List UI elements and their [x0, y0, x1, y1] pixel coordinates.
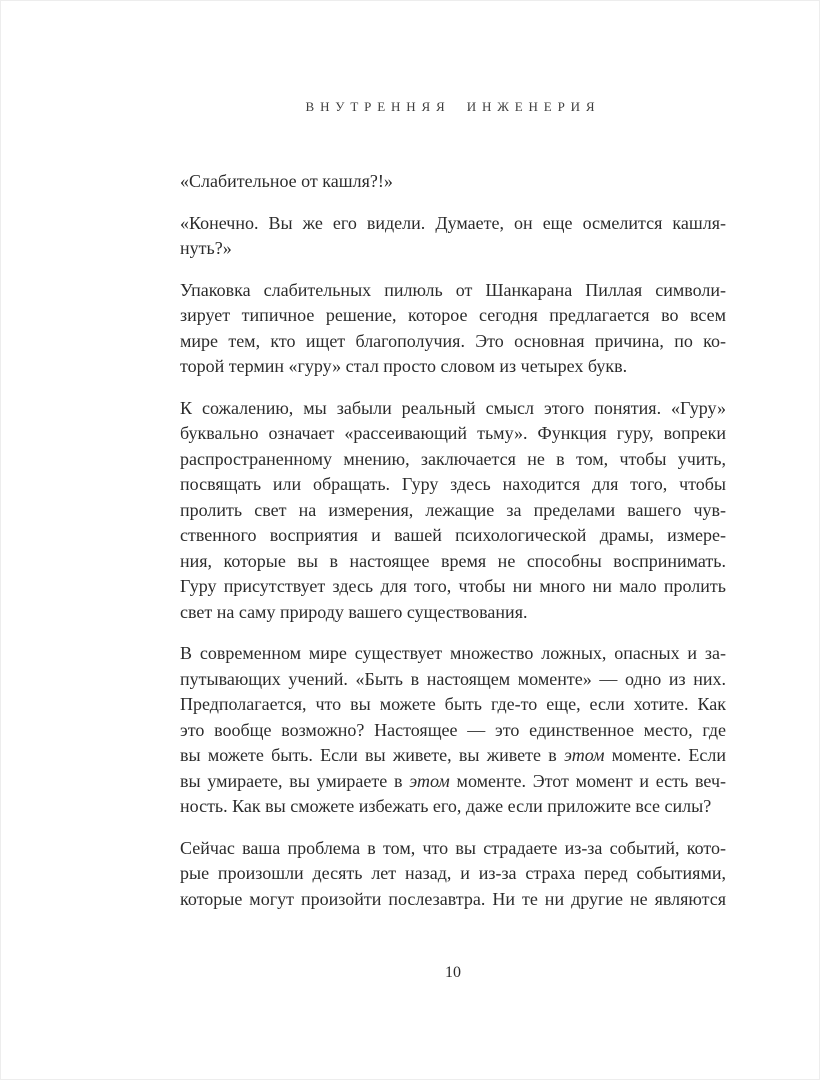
text-line: торой термин «гуру» стал просто словом из четырех букв.	[180, 356, 628, 376]
text-line: «Конечно. Вы же его видели. Думаете, он еще осмелится кашля-	[180, 212, 726, 233]
italic-text: этом	[564, 745, 605, 765]
text-line: рые произошли десять лет назад, и из-за страха перед событиями,	[180, 863, 726, 883]
running-header: ВНУТРЕННЯЯ ИНЖЕНЕРИЯ	[305, 99, 601, 114]
text-line: посвящать или обращать. Гуру здесь находится для того, чтобы	[180, 474, 726, 494]
paragraph	[180, 211, 726, 262]
text-line: ность. Как вы сможете избежать его, даже если приложите все силы?	[180, 796, 712, 816]
text-line: свет на саму природу вашего существования.	[180, 601, 528, 622]
paragraph	[180, 169, 726, 195]
text-line: вы можете быть. Если вы живете, вы живете в этом моменте. Если	[180, 745, 726, 765]
text-line: распространенному мнению, заключается не в том, чтобы учить,	[180, 448, 726, 469]
page-number: 10	[445, 964, 461, 981]
text-line: это вообще возможно? Настоящее — это единственное место, где	[180, 719, 726, 740]
paragraph	[180, 836, 726, 913]
text-line: К сожалению, мы забыли реальный смысл этого понятия. «Гуру»	[180, 397, 726, 418]
text-line: путывающих учений. «Быть в настоящем моменте» — одно из них.	[180, 668, 726, 689]
text-line: вы умираете, вы умираете в этом моменте. Этот момент и есть веч-	[180, 770, 726, 791]
text-body	[180, 169, 726, 912]
text-line: Упаковка слабительных пилюль от Шанкарана Пиллая символи-	[180, 279, 726, 300]
text-line: которые могут произойти послезавтра. Ни те ни другие не являются	[180, 888, 726, 909]
text-line: Сейчас ваша проблема в том, что вы страдаете из-за событий, кото-	[180, 837, 726, 858]
paragraph	[180, 641, 726, 820]
text-line: мире тем, кто ищет благополучия. Это основная причина, по ко-	[180, 330, 726, 351]
text-line: буквально означает «рассеивающий тьму». Функция гуру, вопреки	[180, 423, 726, 443]
italic-text: этом	[409, 770, 450, 791]
paragraph	[180, 278, 726, 380]
text-line: пролить свет на измерения, лежащие за пределами вашего чув-	[180, 499, 726, 520]
text-line: Предполагается, что вы можете быть где-то еще, если хотите. Как	[180, 694, 726, 714]
text-line: ния, которые вы в настоящее время не способны воспринимать.	[180, 550, 726, 571]
text-line: зирует типичное решение, которое сегодня предлагается во всем	[180, 305, 726, 325]
text-line: Гуру присутствует здесь для того, чтобы ни много ни мало пролить	[180, 576, 726, 596]
text-line: В современном мире существует множество ложных, опасных и за-	[180, 643, 726, 663]
text-line: ственного восприятия и вашей психологической драмы, измере-	[180, 525, 726, 545]
text-line: нуть?»	[180, 238, 232, 258]
text-line: «Слабительное от кашля?!»	[180, 171, 393, 191]
paragraph	[180, 396, 726, 626]
